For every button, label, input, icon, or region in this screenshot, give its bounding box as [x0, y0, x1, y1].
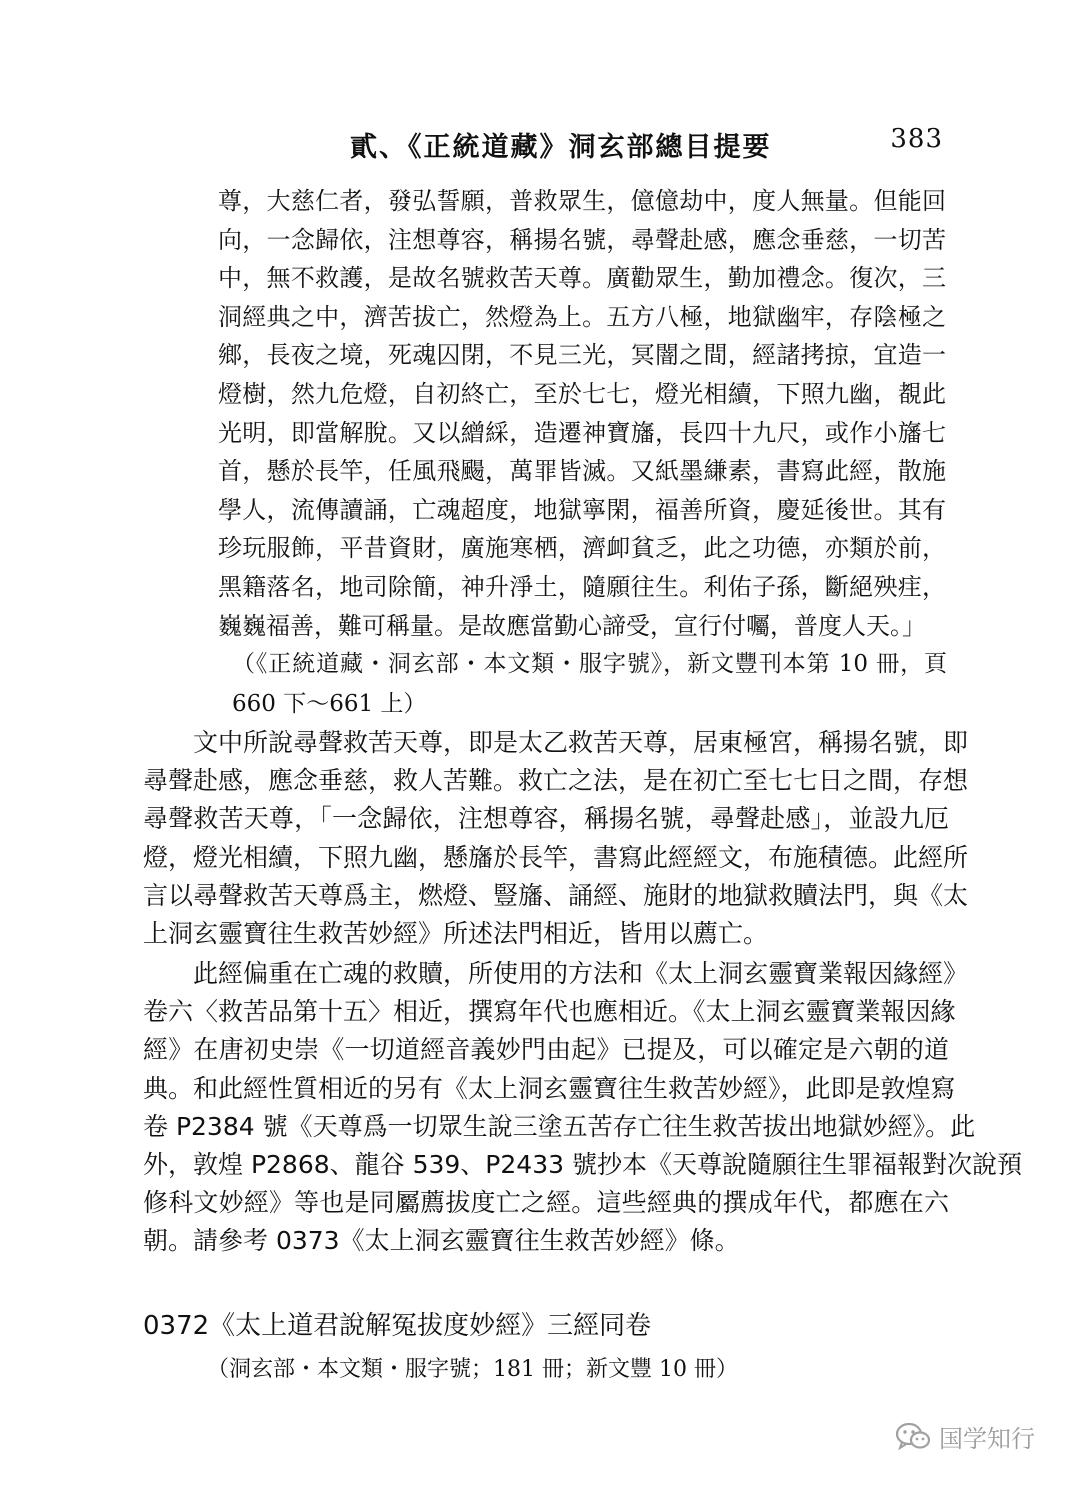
quotation-line: 中，無不救護，是故名號救苦天尊。廣勸眾生，勤加禮念。復次，三: [218, 264, 946, 293]
paragraph-line: 卷六〈救苦品第十五〉相近，撰寫年代也應相近。《太上洞玄靈寶業報因緣: [143, 997, 956, 1027]
wechat-icon: [895, 1422, 931, 1452]
citation-line: （《正統道藏・洞玄部・本文類・服字號》，新文豐刊本第 10 冊，頁: [232, 651, 947, 677]
paragraph-line: 燈，燈光相續，下照九幽，懸旛於長竿，書寫此經經文，布施積德。此經所: [143, 842, 969, 872]
paragraph-line: 尋聲赴感，應念垂慈，救人苦難。救亡之法，是在初亡至七七日之間，存想: [143, 766, 969, 796]
quotation-line: 首，懸於長竿，任風飛颺，萬罪皆滅。又紙墨縑素，書寫此經，散施: [218, 457, 946, 486]
quotation-line: 燈樹，然九危燈，自初終亡，至於七七，燈光相續，下照九幽，覩此: [218, 379, 946, 408]
body-paragraph-2: [143, 955, 1022, 1261]
quotation-line: 光明，即當解脫。又以繒綵，造遷神寶旛，長四十九尺，或作小旛七: [218, 418, 946, 447]
paragraph-line: 修科文妙經》等也是同屬薦拔度亡之經。這些經典的撰成年代，都應在六: [143, 1188, 949, 1218]
quotation-citation: [232, 644, 947, 724]
paragraph-line: 卷 P2384 號《天尊爲一切眾生說三塗五苦存亡往生救苦拔出地獄妙經》。此: [143, 1111, 976, 1141]
quotation-line: 向，一念歸依，注想尊容，稱揚名號，尋聲赴感，應念垂慈，一切苦: [218, 225, 946, 254]
entry-classification: （洞玄部・本文類・服字號；181 冊；新文豐 10 冊）: [207, 1357, 738, 1382]
body-paragraph-1: [143, 724, 969, 953]
paragraph-line: 文中所說尋聲救苦天尊，即是太乙救苦天尊，居東極宮，稱揚名號，即: [193, 728, 969, 757]
quotation-line: 學人，流傳讀誦，亡魂超度，地獄寧閑，福善所資，慶延後世。其有: [218, 495, 946, 524]
scripture-quotation: [218, 182, 946, 645]
quotation-line: 黑籍落名，地司除簡，神升淨土，隨願往生。利佑子孫，斷絕殃疰，: [218, 572, 946, 601]
citation-line: 660 下～661 上）: [232, 691, 427, 717]
paragraph-line: 此經偏重在亡魂的救贖，所使用的方法和《太上洞玄靈寶業報因緣經》: [193, 959, 969, 988]
paragraph-line: 朝。請參考 0373《太上洞玄靈寶往生救苦妙經》條。: [143, 1226, 740, 1256]
watermark: [895, 1419, 1035, 1454]
paragraph-line: 典。和此經性質相近的另有《太上洞玄靈寶往生救苦妙經》，此即是敦煌寫: [143, 1073, 956, 1103]
paragraph-line: 經》在唐初史崇《一切道經音義妙門由起》已提及，可以確定是六朝的道: [143, 1035, 949, 1065]
quotation-line: 珍玩服飾，平昔資財，廣施寒栖，濟卹貧乏，此之功德，亦類於前，: [218, 534, 946, 563]
paragraph-line: 尋聲救苦天尊，「一念歸依，注想尊容，稱揚名號，尋聲赴感」，並設九厄: [143, 804, 949, 834]
quotation-line: 巍巍福善，難可稱量。是故應當勤心諦受，宣行付囑，普度人天。」: [218, 611, 926, 640]
paragraph-line: 上洞玄靈寶往生救苦妙經》所述法門相近，皆用以薦亡。: [143, 919, 769, 949]
quotation-line: 洞經典之中，濟苦拔亡，然燈為上。五方八極，地獄幽牢，存陰極之: [218, 302, 946, 331]
page-number: 383: [890, 124, 943, 154]
paragraph-line: 言以尋聲救苦天尊爲主，燃燈、豎旛、誦經、施財的地獄救贖法門，與《太: [143, 880, 969, 910]
paragraph-line: 外，敦煌 P2868、龍谷 539、P2433 號抄本《天尊說隨願往生罪福報對次說預: [143, 1150, 1022, 1180]
running-header-title: 貳、《正統道藏》洞玄部總目提要: [350, 132, 772, 163]
quotation-line: 尊，大慈仁者，發弘誓願，普救眾生，億億劫中，度人無量。但能回: [218, 187, 946, 215]
entry-heading: 0372《太上道君說解冤拔度妙經》三經同卷: [143, 1311, 652, 1341]
quotation-line: 鄉，長夜之境，死魂囚閉，不見三光，冥闇之間，經諸拷掠，宜造一: [218, 341, 946, 370]
watermark-text: 国学知行: [939, 1425, 1035, 1453]
